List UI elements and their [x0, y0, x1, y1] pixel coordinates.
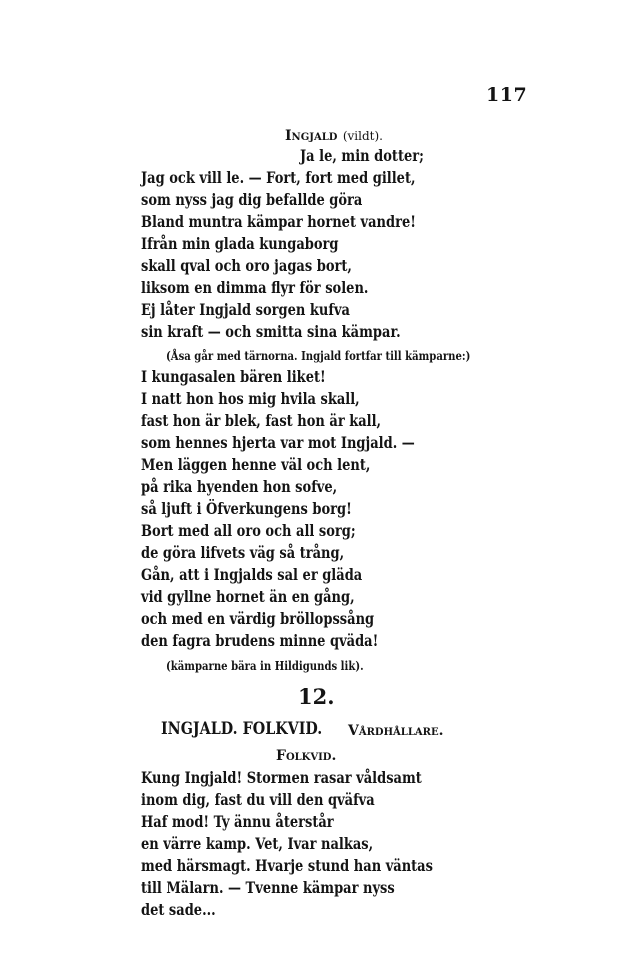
verse-line: som hennes hjerta var mot Ingjald. —: [141, 433, 415, 452]
speaker-note: (vildt).: [342, 129, 383, 143]
verse-line: Ifrån min glada kungaborg: [141, 234, 339, 253]
verse-line: liksom en dimma flyr för solen.: [141, 278, 369, 297]
verse-line: Men läggen henne väl och lent,: [141, 455, 371, 474]
verse-line: Gån, att i Ingjalds sal er gläda: [141, 565, 363, 584]
verse-line: Haf mod! Ty ännu återstår: [141, 812, 334, 831]
verse-line: som nyss jag dig befallde göra: [141, 190, 363, 209]
speaker-heading-folkvid: [276, 744, 336, 767]
verse-line: de göra lifvets väg så trång,: [141, 543, 345, 562]
scene-number: 12.: [298, 684, 335, 709]
verse-line: Ja le, min dotter;: [300, 146, 424, 165]
verse-line: I natt hon hos mig hvila skall,: [141, 389, 360, 408]
scene-characters-extra: [348, 719, 443, 742]
verse-line: på rika hyenden hon sofve,: [141, 477, 338, 496]
speaker-heading-ingjald: [285, 124, 383, 147]
scene-characters: [161, 718, 353, 740]
verse-line: till Mälarn. — Tvenne kämpar nyss: [141, 878, 395, 897]
verse-line: sin kraft — och smitta sina kämpar.: [141, 322, 401, 341]
page-number: 117: [486, 84, 528, 106]
stage-direction: (kämparne bära in Hildigunds lik).: [166, 659, 364, 673]
verse-line: Jag ock vill le. — Fort, fort med gillet,: [141, 168, 416, 187]
verse-line: inom dig, fast du vill den qväfva: [141, 790, 375, 809]
verse-line: med härsmagt. Hvarje stund han väntas: [141, 856, 433, 875]
verse-line: Bort med all oro och all sorg;: [141, 521, 356, 540]
verse-line: vid gyllne hornet än en gång,: [141, 587, 355, 606]
verse-line: och med en värdig bröllopssång: [141, 609, 375, 628]
characters-guard: Vårdhållare.: [348, 723, 444, 739]
verse-line: det sade...: [141, 900, 216, 919]
verse-line: skall qval och oro jagas bort,: [141, 256, 352, 275]
speaker-name: Ingjald: [285, 128, 338, 144]
verse-line: Ej låter Ingjald sorgen kufva: [141, 300, 350, 319]
characters-main: INGJALD. FOLKVID.: [161, 719, 323, 739]
verse-line: Kung Ingjald! Stormen rasar våldsamt: [141, 768, 422, 787]
verse-line: så ljuft i Öfverkungens borg!: [141, 499, 352, 518]
speaker-name: Folkvid.: [276, 748, 337, 764]
verse-line: I kungasalen bären liket!: [141, 367, 326, 386]
stage-direction: (Åsa går med tärnorna. Ingjald fortfar till kämparne:): [166, 349, 471, 363]
verse-line: fast hon är blek, fast hon är kall,: [141, 411, 382, 430]
verse-line: Bland muntra kämpar hornet vandre!: [141, 212, 416, 231]
verse-line: en värre kamp. Vet, Ivar nalkas,: [141, 834, 374, 853]
verse-line: den fagra brudens minne qväda!: [141, 631, 379, 650]
